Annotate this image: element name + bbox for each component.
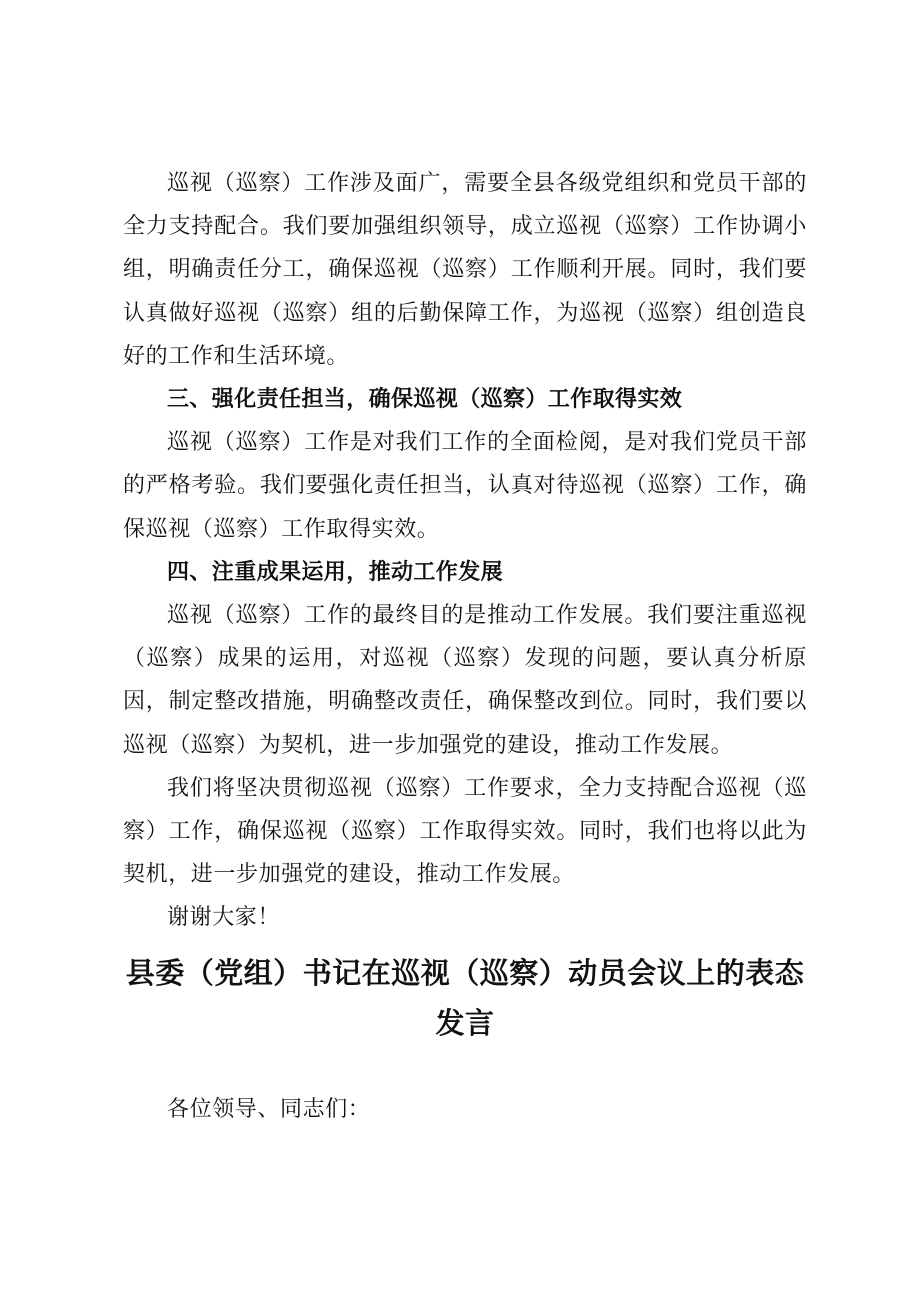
section-heading-4: 四、注重成果运用，推动工作发展 xyxy=(167,559,504,585)
next-document-title: 县委（党组）书记在巡视（巡察）动员会议上的表态发言 xyxy=(125,956,805,1040)
paragraph-closing: 我们将坚决贯彻巡视（巡察）工作要求，全力支持配合巡视（巡察）工作，确保巡视（巡察）工作取得实效。同时，我们也将以此为契机，进一步加强党的建设，推动工作发展。 xyxy=(123,775,807,888)
section-heading-3: 三、强化责任担当，确保巡视（巡察）工作取得实效 xyxy=(167,387,683,413)
thanks-line: 谢谢大家！ xyxy=(167,905,281,931)
salutation: 各位领导、同志们： xyxy=(167,1097,371,1122)
paragraph-support: 巡视（巡察）工作涉及面广，需要全县各级党组织和党员干部的全力支持配合。我们要加强组织领导，成立巡视（巡察）工作协调小组，明确责任分工，确保巡视（巡察）工作顺利开展。同时，我们要认真做好巡视（巡察）组的后勤保障工作，为巡视（巡察）组创造良好的工作和生活环境。 xyxy=(123,171,807,369)
paragraph-section-3: 巡视（巡察）工作是对我们工作的全面检阅，是对我们党员干部的严格考验。我们要强化责任担当，认真对待巡视（巡察）工作，确保巡视（巡察）工作取得实效。 xyxy=(123,430,807,542)
paragraph-section-4: 巡视（巡察）工作的最终目的是推动工作发展。我们要注重巡视（巡察）成果的运用，对巡视（巡察）发现的问题，要认真分析原因，制定整改措施，明确整改责任，确保整改到位。同时，我们要以巡视（巡察）为契机，进一步加强党的建设，推动工作发展。 xyxy=(123,603,807,758)
document-body xyxy=(123,162,807,940)
